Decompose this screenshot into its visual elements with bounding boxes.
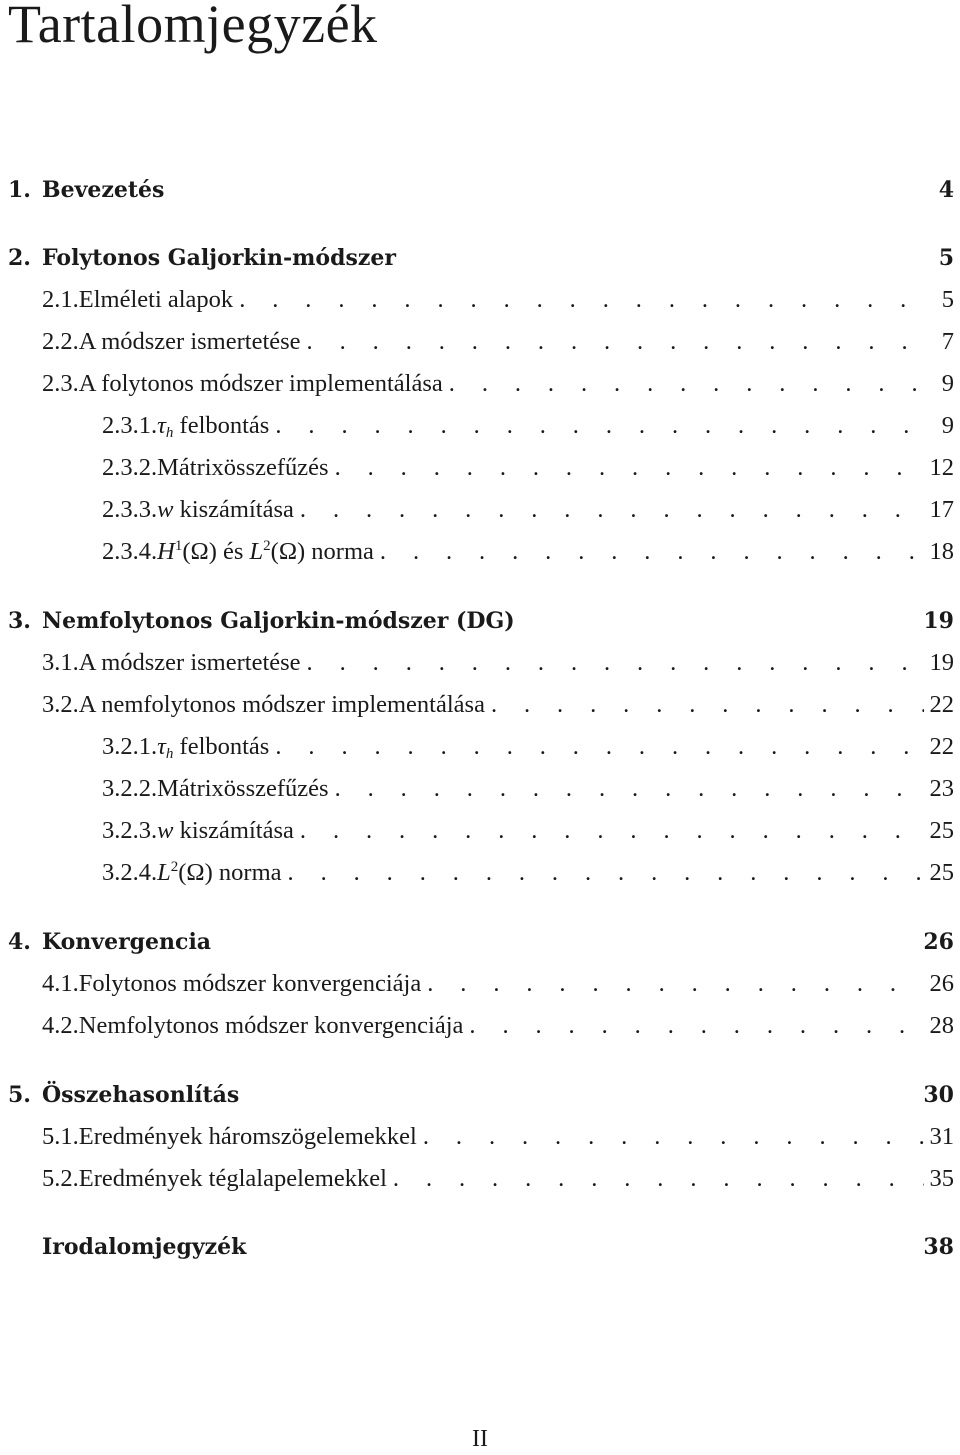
toc-number: 3.2. [42,691,79,718]
toc-title: Nemfolytonos Galjorkin-módszer (DG) [42,608,515,634]
toc-subsection-3-2-3[interactable] [102,814,954,848]
dot-leader [329,451,924,485]
toc-title: Eredmények háromszögelemekkel [78,1123,417,1150]
toc-page-number: 5 [938,245,954,271]
toc-number: 3.2.3. [102,817,158,844]
toc-title: A módszer ismertetése [78,649,301,676]
w-symbol: w [157,817,174,844]
l-symbol: L [249,538,264,565]
toc-chapter-1[interactable] [8,173,954,207]
toc-title: Nemfolytonos módszer konvergenciája [78,1012,464,1039]
toc-page-number: 35 [929,1165,954,1192]
toc-page-number: 12 [929,454,954,481]
toc-number: 2.1. [42,286,79,313]
toc-number: 2. [8,245,31,271]
toc-title: A módszer ismertetése [78,328,301,355]
toc-section-3-1[interactable] [42,646,954,680]
dot-leader [329,772,924,806]
toc-title: Mátrixösszefűzés [157,775,329,802]
toc-title-text: (Ω) norma [270,538,374,565]
toc-number: 2.3. [42,370,79,397]
toc-title: Eredmények téglalapelemekkel [78,1165,387,1192]
h-symbol: H [157,538,175,565]
page-footer-number: II [472,1426,488,1452]
w-symbol: w [157,496,174,523]
dot-leader [463,1009,924,1043]
toc-number: 3.2.2. [102,775,158,802]
toc-number: 4.1. [42,970,79,997]
toc-number: 5.1. [42,1123,79,1150]
toc-section-5-1[interactable] [42,1120,954,1154]
toc-section-5-2[interactable] [42,1162,954,1196]
toc-page-number: 38 [923,1234,954,1260]
subscript-h: h [165,746,174,762]
toc-title: Folytonos Galjorkin-módszer [42,245,396,271]
toc-subsection-2-3-4[interactable] [102,535,954,569]
toc-page-number: 28 [929,1012,954,1039]
toc-title [157,856,281,890]
toc-page-number: 25 [929,817,954,844]
toc-title [157,493,294,527]
toc-chapter-4[interactable] [8,925,954,959]
toc-title-text: felbontás [173,412,270,439]
toc-bibliography[interactable] [42,1230,954,1264]
dot-leader [374,535,924,569]
toc-number: 2.2. [42,328,79,355]
toc-page-number: 31 [929,1123,954,1150]
toc-number: 3. [8,608,31,634]
dot-leader [485,688,924,722]
toc-title: Összehasonlítás [42,1082,240,1108]
dot-leader [294,814,924,848]
toc-page-number: 23 [929,775,954,802]
page-title: Tartalomjegyzék [8,0,378,54]
superscript-2: 2 [263,538,271,554]
tau-symbol: τ [157,733,166,760]
toc-number: 2.3.3. [102,496,158,523]
toc-section-2-3[interactable] [42,367,954,401]
toc-title-text: kiszámítása [173,817,294,844]
dot-leader [417,1120,924,1154]
toc-page-number: 19 [929,649,954,676]
dot-leader [269,730,924,764]
toc-section-4-1[interactable] [42,967,954,1001]
dot-leader [443,367,924,401]
toc-page-number: 9 [941,370,954,397]
toc-number: 2.3.1. [102,412,158,439]
l-symbol: L [157,859,171,886]
toc-subsection-2-3-2[interactable] [102,451,954,485]
toc-chapter-2[interactable] [8,241,954,275]
toc-title: Elméleti alapok [78,286,234,313]
toc-title: Bevezetés [42,177,165,203]
toc-page-number: 18 [929,538,954,565]
toc-page-number: 9 [941,412,954,439]
toc-title [157,730,269,764]
toc-section-3-2[interactable] [42,688,954,722]
toc-number: 3.1. [42,649,79,676]
toc-title: A nemfolytonos módszer implementálása [78,691,485,718]
dot-leader [233,283,924,317]
toc-page-number: 4 [938,177,954,203]
toc-number: 4.2. [42,1012,79,1039]
superscript-2: 2 [170,859,179,875]
toc-number: 3.2.4. [102,859,158,886]
dot-leader [421,967,924,1001]
dot-leader [282,856,924,890]
toc-title [157,814,294,848]
toc-number: 1. [8,177,31,203]
toc-subsection-3-2-2[interactable] [102,772,954,806]
toc-title [157,535,374,569]
dot-leader [301,646,924,680]
toc-subsection-2-3-3[interactable] [102,493,954,527]
toc-page-number: 30 [923,1082,954,1108]
toc-page-number: 19 [923,608,954,634]
toc-title: Folytonos módszer konvergenciája [78,970,422,997]
toc-title: Konvergencia [42,929,212,955]
toc-title: Mátrixösszefűzés [157,454,329,481]
toc-title [157,409,269,443]
dot-leader [301,325,924,359]
toc-title: A folytonos módszer implementálása [78,370,443,397]
superscript-1: 1 [174,538,183,554]
toc-chapter-5[interactable] [8,1078,954,1112]
dot-leader [294,493,924,527]
subscript-h: h [165,425,174,441]
toc-number: 4. [8,929,31,955]
dot-leader [269,409,924,443]
toc-page-number: 5 [941,286,954,313]
toc-section-2-1[interactable] [42,283,954,317]
toc-number: 3.2.1. [102,733,158,760]
toc-title-text: (Ω) norma [178,859,282,886]
toc-page-number: 25 [929,859,954,886]
toc-title-text: kiszámítása [173,496,294,523]
toc-number: 2.3.4. [102,538,158,565]
toc-page-number: 26 [929,970,954,997]
toc-number: 5.2. [42,1165,79,1192]
toc-title: Irodalomjegyzék [42,1234,247,1260]
toc-page-number: 7 [941,328,954,355]
toc-page-number: 22 [929,691,954,718]
tau-symbol: τ [157,412,166,439]
toc-page-number: 22 [929,733,954,760]
toc-page-number: 17 [929,496,954,523]
toc-subsection-3-2-4[interactable] [102,856,954,890]
toc-number: 5. [8,1082,31,1108]
dot-leader [387,1162,924,1196]
toc-page-number: 26 [923,929,954,955]
toc-title-text: (Ω) és [182,538,250,565]
toc-subsection-2-3-1[interactable] [102,409,954,443]
toc-chapter-3[interactable] [8,604,954,638]
toc-section-4-2[interactable] [42,1009,954,1043]
toc-subsection-3-2-1[interactable] [102,730,954,764]
toc-number: 2.3.2. [102,454,158,481]
toc-title-text: felbontás [173,733,270,760]
toc-section-2-2[interactable] [42,325,954,359]
